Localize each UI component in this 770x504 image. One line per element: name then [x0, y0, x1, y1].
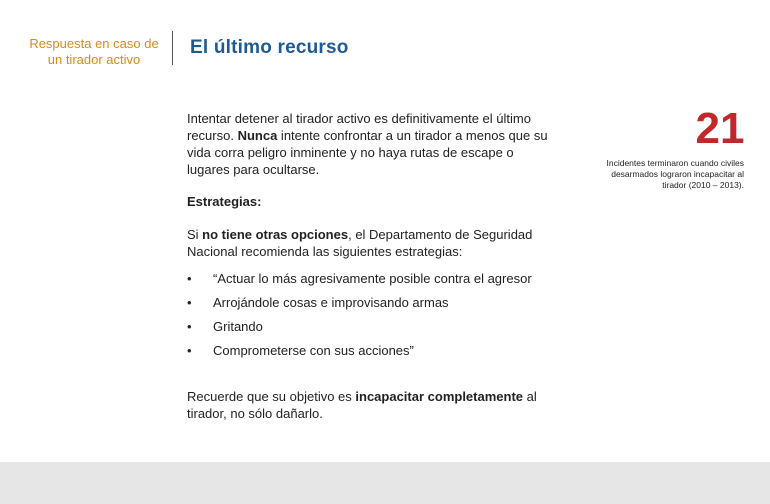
- footer-band: [0, 462, 770, 504]
- list-item: [187, 294, 559, 318]
- recommendation-text-2: , el Departamento de Seguridad Nacional recomienda las siguientes estrategias:: [187, 227, 533, 259]
- recommendation-paragraph: [187, 226, 559, 260]
- stat-caption: Incidentes terminaron cuando civiles desarmados lograron incapacitar al tirador (2010 – 2013).: [606, 158, 744, 190]
- list-item-text: Arrojándole cosas e improvisando armas: [213, 295, 449, 310]
- closing-text-1: Recuerde que su objetivo es: [187, 389, 356, 404]
- list-item-text: Gritando: [213, 319, 263, 334]
- strategies-heading: Estrategias:: [187, 194, 262, 209]
- list-item: [187, 318, 559, 342]
- closing-paragraph: [187, 388, 559, 422]
- page-title: El último recurso: [190, 37, 349, 58]
- header-divider: [172, 31, 173, 65]
- bullet: •: [187, 295, 192, 310]
- closing-emphasis: incapacitar completamente: [355, 389, 524, 404]
- recommendation-emphasis: no tiene otras opciones: [202, 227, 349, 242]
- section-label: Respuesta en caso de un tirador activo: [29, 36, 159, 67]
- main-content: [187, 110, 559, 422]
- list-item-text: “Actuar lo más agresivamente posible contra el agresor: [213, 271, 532, 286]
- closing-text-2: al tirador, no sólo dañarlo.: [187, 389, 537, 421]
- strategies-list: [187, 270, 559, 366]
- list-item-text: Comprometerse con sus acciones”: [213, 343, 414, 358]
- bullet: •: [187, 343, 192, 358]
- intro-text-1: Intentar detener al tirador activo es definitivamente el último recurso.: [187, 111, 531, 143]
- bullet: •: [187, 319, 192, 334]
- stat-number: 21: [695, 104, 745, 153]
- recommendation-text-1: Si: [187, 227, 203, 242]
- list-item: [187, 270, 559, 294]
- list-item: [187, 342, 559, 366]
- intro-emphasis: Nunca: [237, 128, 278, 143]
- intro-text-2: intente confrontar a un tirador a menos que su vida corra peligro inminente y no haya rutas de escape o lugares para ocultarse.: [187, 128, 548, 177]
- intro-paragraph: [187, 110, 559, 178]
- bullet: •: [187, 271, 192, 286]
